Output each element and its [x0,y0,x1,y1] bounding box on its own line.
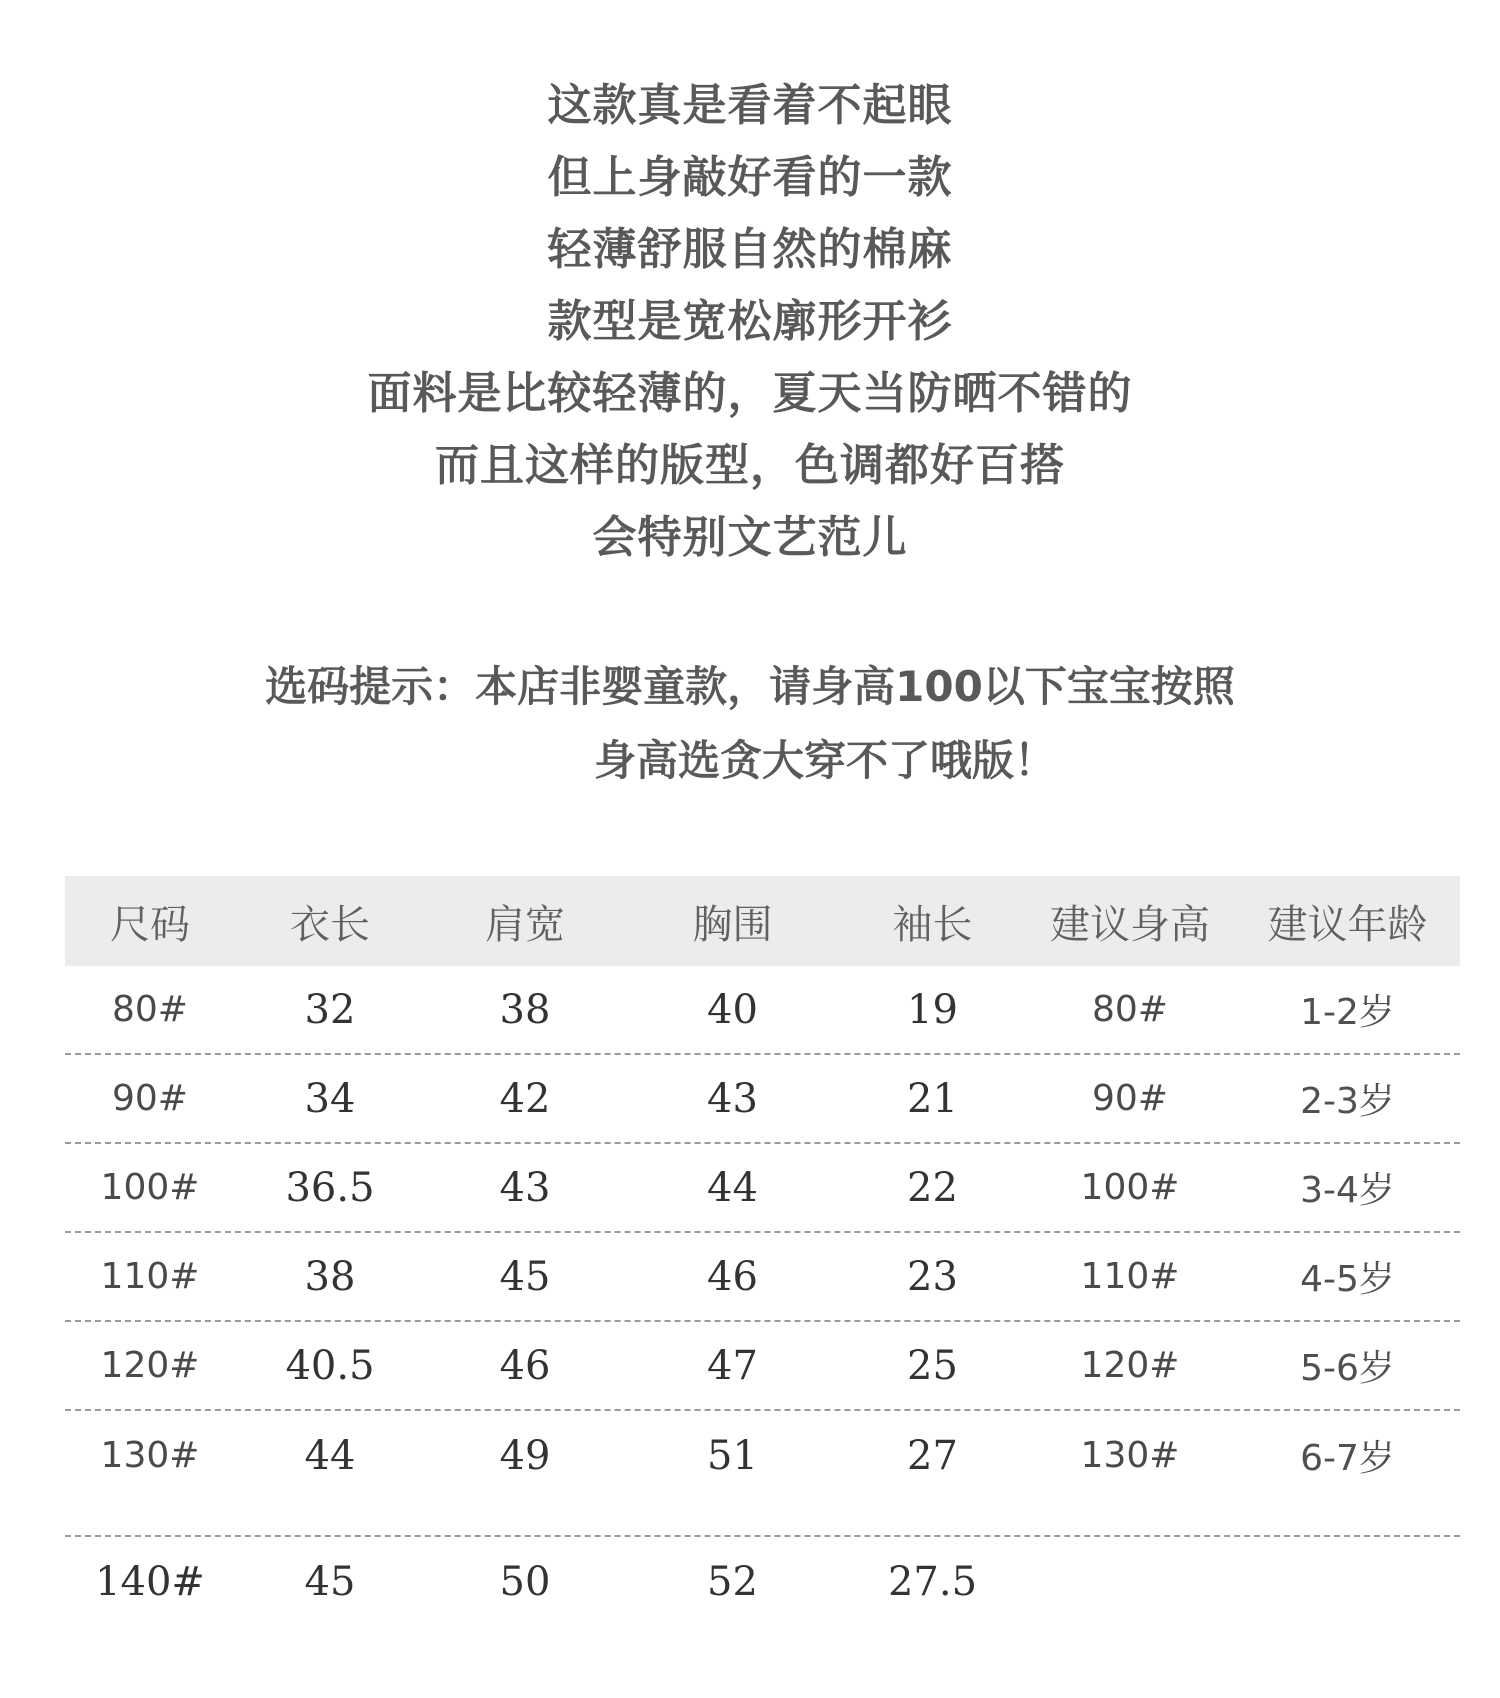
cell-age: 6-7岁 [1300,1438,1395,1479]
description-line: 但上身敲好看的一款 [547,152,953,203]
cell-sleeve: 23 [907,1253,958,1300]
cell-age: 5-6岁 [1300,1348,1395,1389]
header-size: 尺码 [110,901,190,948]
cell-height: 100# [1080,1167,1180,1208]
description-line: 面料是比较轻薄的，夏天当防晒不错的 [367,368,1133,419]
cell-size: 100# [100,1167,200,1208]
cell-shoulder: 49 [499,1432,551,1479]
description-line: 这款真是看着不起眼 [547,80,953,131]
cell-chest: 40 [707,986,758,1033]
cell-sleeve: 25 [907,1342,958,1389]
cell-shoulder: 43 [499,1164,551,1211]
cell-size: 140# [95,1559,205,1605]
cell-length: 34 [304,1075,356,1122]
size-tip [0,650,1500,798]
cell-length: 38 [304,1253,356,1300]
cell-shoulder: 50 [499,1559,551,1605]
cell-shoulder: 42 [499,1075,551,1122]
table-row [65,1411,1460,1500]
size-tip-line: 选码提示：本店非婴童款，请身高100以下宝宝按照 [265,662,1235,711]
cell-height: 130# [1080,1435,1180,1476]
header-age: 建议年龄 [1267,901,1428,948]
cell-age: 1-2岁 [1300,992,1395,1033]
cell-sleeve: 27.5 [887,1559,978,1605]
header-chest: 胸围 [692,901,773,948]
cell-sleeve: 27 [907,1432,958,1479]
cell-size: 130# [100,1435,200,1476]
cell-chest: 52 [707,1559,758,1605]
table-row [65,1535,1460,1627]
size-tip-line: 身高选贪大穿不了哦版！ [593,736,1056,785]
size-chart-table [65,876,1460,1627]
cell-height: 110# [1080,1256,1180,1297]
cell-height: 80# [1092,989,1168,1030]
cell-size: 120# [100,1345,200,1386]
cell-sleeve: 19 [907,986,958,1033]
cell-sleeve: 21 [907,1075,958,1122]
header-length: 衣长 [290,901,370,948]
cell-length: 40.5 [285,1342,375,1389]
cell-size: 90# [112,1078,188,1119]
description-line: 款型是宽松廓形开衫 [547,296,953,347]
cell-size: 80# [112,989,188,1030]
header-shoulder: 肩宽 [485,901,565,948]
cell-size: 110# [100,1256,200,1297]
table-row [65,1144,1460,1233]
cell-shoulder: 45 [499,1253,551,1300]
cell-sleeve: 22 [907,1164,958,1211]
header-sleeve: 袖长 [892,901,973,948]
cell-age: 4-5岁 [1300,1259,1395,1300]
cell-length: 45 [304,1559,356,1605]
table-row [65,1322,1460,1411]
cell-age: 3-4岁 [1300,1170,1395,1211]
table-row [65,1233,1460,1322]
description-line: 而且这样的版型，色调都好百搭 [435,440,1065,491]
header-height: 建议身高 [1050,901,1210,948]
cell-shoulder: 46 [499,1342,551,1389]
table-row [65,1055,1460,1144]
cell-chest: 51 [707,1432,758,1479]
cell-shoulder: 38 [499,986,551,1033]
cell-height: 120# [1080,1345,1180,1386]
description-line: 轻薄舒服自然的棉麻 [547,224,953,275]
cell-age: 2-3岁 [1300,1081,1395,1122]
product-description [0,70,1500,574]
cell-height: 90# [1092,1078,1168,1119]
cell-chest: 47 [707,1342,758,1389]
table-row [65,966,1460,1055]
size-chart-header [65,876,1460,966]
description-line: 会特别文艺范儿 [592,512,908,563]
cell-length: 36.5 [285,1164,375,1211]
cell-length: 32 [304,986,356,1033]
cell-chest: 46 [707,1253,758,1300]
cell-chest: 43 [707,1075,758,1122]
cell-length: 44 [304,1432,356,1479]
cell-chest: 44 [707,1164,758,1211]
